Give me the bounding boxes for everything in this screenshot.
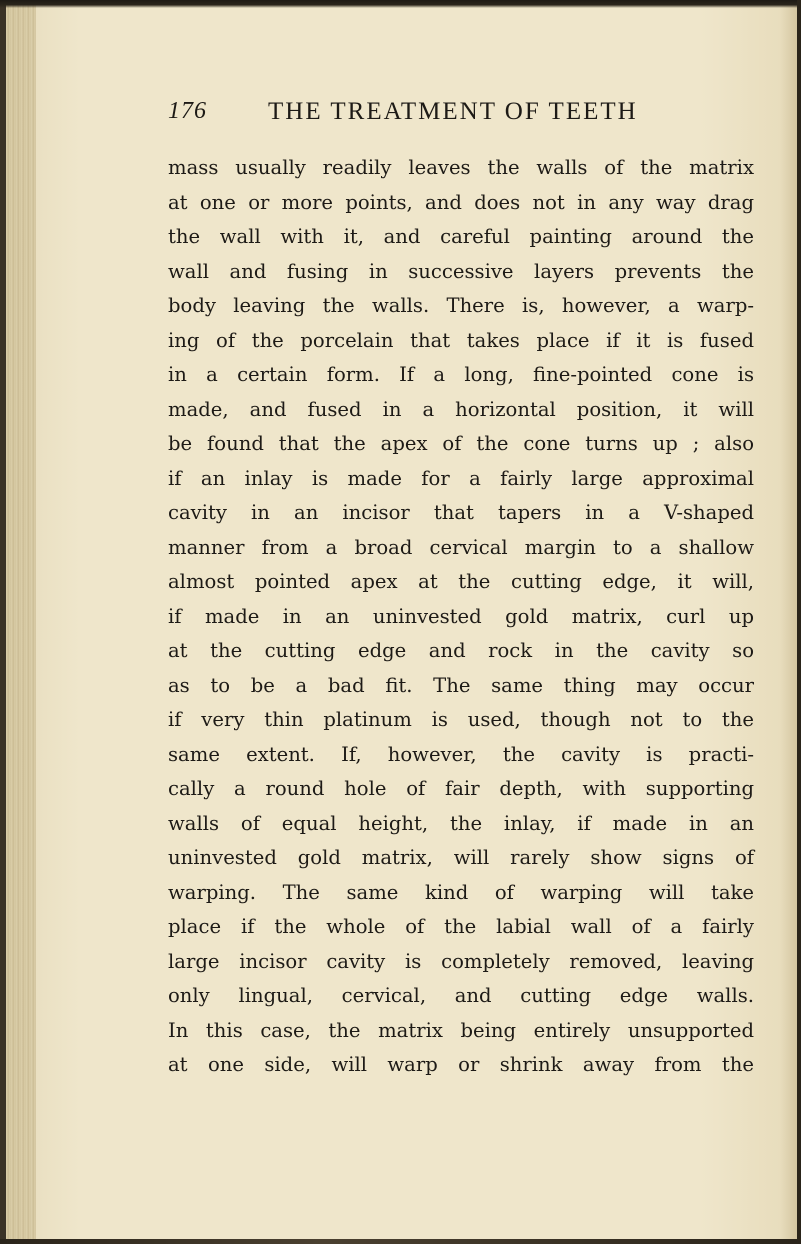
right-scan-edge [797, 0, 801, 1244]
text-line: if made in an uninvested gold matrix, curl up [168, 604, 754, 628]
text-line: as to be a bad fit. The same thing may occur [168, 673, 754, 697]
text-line: uninvested gold matrix, will rarely show signs of [168, 846, 754, 869]
text-line: at one or more points, and does not in any way drag [168, 190, 754, 214]
text-line: cavity in an incisor that tapers in a V-shaped [168, 501, 754, 524]
text-line: body leaving the walls. There is, however, a warp- [168, 294, 754, 317]
text-line: if very thin platinum is used, though not to the [168, 708, 754, 731]
text-line: ing of the porcelain that takes place if it is fused [168, 328, 754, 352]
body-text [168, 151, 754, 1083]
text-line: place if the whole of the labial wall of a fairly [168, 915, 754, 938]
text-line: same extent. If, however, the cavity is practi- [168, 742, 754, 766]
top-scan-edge [0, 0, 801, 8]
text-line: cally a round hole of fair depth, with supporting [168, 777, 754, 800]
bottom-scan-edge [0, 1239, 801, 1244]
text-line: warping. The same kind of warping will take [168, 880, 754, 904]
text-line: be found that the apex of the cone turns up ; also [168, 432, 754, 455]
text-line: at one side, will warp or shrink away from the [168, 1053, 754, 1076]
text-line: at the cutting edge and rock in the cavity so [168, 639, 754, 662]
text-line: manner from a broad cervical margin to a shallow [168, 535, 754, 559]
text-line: mass usually readily leaves the walls of the matrix [168, 156, 754, 179]
text-line: wall and fusing in successive layers prevents the [168, 259, 754, 283]
text-line: if an inlay is made for a fairly large approximal [168, 466, 754, 490]
text-line: in a certain form. If a long, fine-pointed cone is [168, 363, 754, 386]
page-number: 176 [168, 98, 207, 124]
binding-shadow [0, 0, 6, 1244]
text-line: almost pointed apex at the cutting edge, it will, [168, 570, 754, 593]
page-header [168, 98, 728, 138]
text-line: walls of equal height, the inlay, if made in an [168, 811, 754, 835]
text-line: only lingual, cervical, and cutting edge walls. [168, 984, 754, 1007]
text-line: large incisor cavity is completely removed, leaving [168, 949, 754, 973]
running-head: THE TREATMENT OF TEETH [268, 98, 638, 125]
text-line: made, and fused in a horizontal position, it will [168, 397, 754, 421]
text-line: the wall with it, and careful painting around the [168, 225, 754, 248]
text-line: In this case, the matrix being entirely unsupported [168, 1018, 754, 1042]
